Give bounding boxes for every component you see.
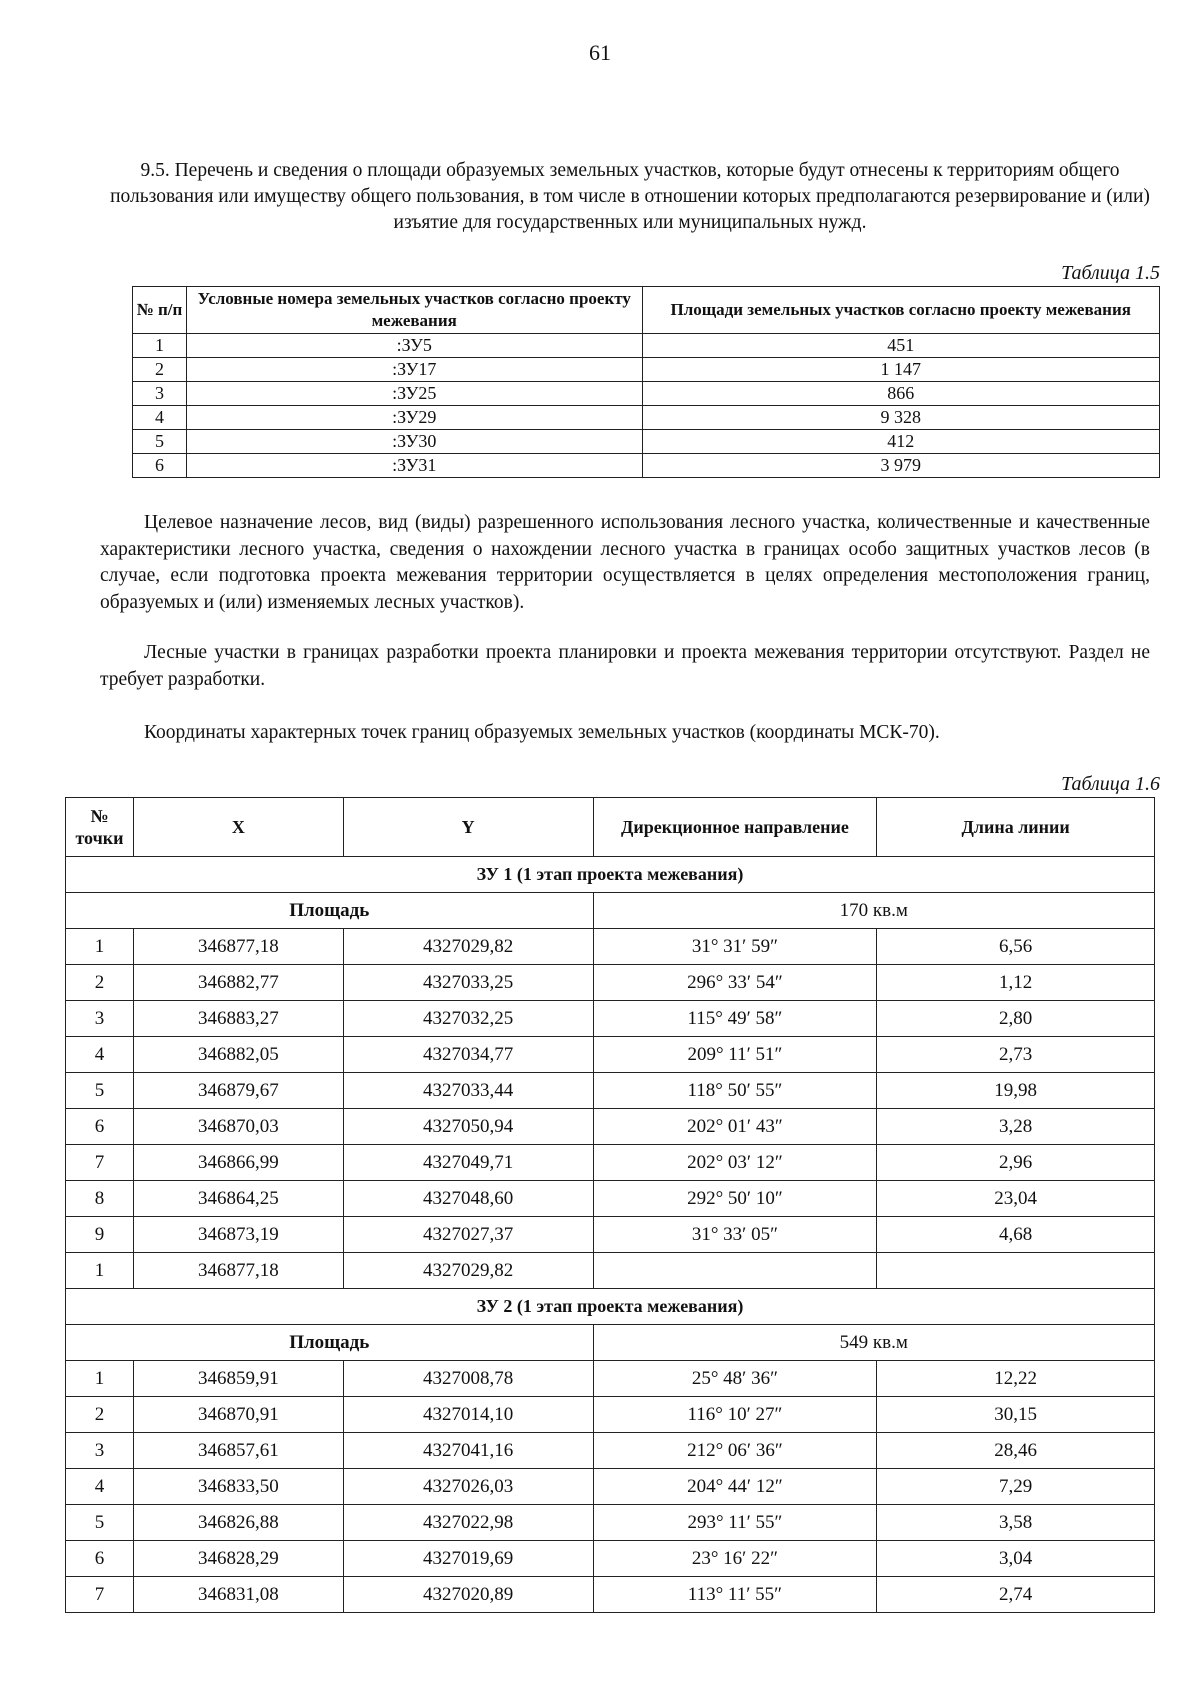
table-cell: 4 <box>133 406 187 430</box>
table-row <box>66 929 1155 965</box>
area-row <box>66 893 1155 929</box>
table-cell: 204° 44′ 12″ <box>593 1469 877 1505</box>
table-cell: 4327033,44 <box>343 1073 593 1109</box>
table-cell: :ЗУ17 <box>186 358 642 382</box>
table-cell: 1 <box>66 929 134 965</box>
table-cell: 3 <box>66 1001 134 1037</box>
section-title-row <box>66 857 1155 893</box>
table-cell: 31° 33′ 05″ <box>593 1217 877 1253</box>
table-cell: 4327029,82 <box>343 1253 593 1289</box>
table-cell: 6 <box>66 1541 134 1577</box>
table-row <box>66 1145 1155 1181</box>
table-cell: 346826,88 <box>133 1505 343 1541</box>
table-cell: 8 <box>66 1181 134 1217</box>
table-cell: 4327048,60 <box>343 1181 593 1217</box>
table-1-5-caption: Таблица 1.5 <box>1061 262 1160 284</box>
table-cell: 1,12 <box>877 965 1155 1001</box>
table-cell: 346879,67 <box>133 1073 343 1109</box>
table-cell: 412 <box>642 430 1160 454</box>
table-cell: 346877,18 <box>133 1253 343 1289</box>
table-cell: 1 <box>66 1253 134 1289</box>
table-cell: 1 <box>66 1361 134 1397</box>
table-1-5 <box>132 286 1160 478</box>
table-cell: 346866,99 <box>133 1145 343 1181</box>
table-cell: 346883,27 <box>133 1001 343 1037</box>
area-row <box>66 1325 1155 1361</box>
table-row <box>66 1577 1155 1613</box>
table-cell: 5 <box>66 1073 134 1109</box>
table-cell: 2 <box>133 358 187 382</box>
table-cell: 2,80 <box>877 1001 1155 1037</box>
area-value: 170 кв.м <box>593 893 1154 929</box>
table-cell: 346864,25 <box>133 1181 343 1217</box>
table-cell: 212° 06′ 36″ <box>593 1433 877 1469</box>
table-cell: 3,04 <box>877 1541 1155 1577</box>
table-cell: 4327022,98 <box>343 1505 593 1541</box>
table-cell: 6,56 <box>877 929 1155 965</box>
table-cell: 209° 11′ 51″ <box>593 1037 877 1073</box>
table-cell: 4 <box>66 1037 134 1073</box>
table-cell: 346882,05 <box>133 1037 343 1073</box>
table-cell: 4327034,77 <box>343 1037 593 1073</box>
table-cell: 5 <box>66 1505 134 1541</box>
table-cell: 3 <box>133 382 187 406</box>
column-header-y: Y <box>343 798 593 857</box>
table-row <box>66 1541 1155 1577</box>
table-cell: 3,28 <box>877 1109 1155 1145</box>
table-cell: :ЗУ25 <box>186 382 642 406</box>
table-cell: 346859,91 <box>133 1361 343 1397</box>
table-row <box>66 1073 1155 1109</box>
table-row <box>66 1253 1155 1289</box>
table-cell: 2 <box>66 965 134 1001</box>
table-cell: 202° 01′ 43″ <box>593 1109 877 1145</box>
table-cell: 2,96 <box>877 1145 1155 1181</box>
column-header-length: Длина линии <box>877 798 1155 857</box>
table-cell: 4327033,25 <box>343 965 593 1001</box>
table-cell: :ЗУ30 <box>186 430 642 454</box>
table-row <box>66 1001 1155 1037</box>
table-cell: 12,22 <box>877 1361 1155 1397</box>
table-cell: 7,29 <box>877 1469 1155 1505</box>
area-label: Площадь <box>66 893 594 929</box>
table-1-6 <box>65 797 1155 1613</box>
table-cell: 4327020,89 <box>343 1577 593 1613</box>
table-cell: 346882,77 <box>133 965 343 1001</box>
table-cell: 1 <box>133 334 187 358</box>
column-header-x: X <box>133 798 343 857</box>
table-row <box>66 1433 1155 1469</box>
table-row <box>66 1361 1155 1397</box>
table-1-6-body <box>66 857 1155 1613</box>
table-cell: 4327029,82 <box>343 929 593 965</box>
table-cell: 866 <box>642 382 1160 406</box>
table-cell: 23,04 <box>877 1181 1155 1217</box>
paragraph-coordinates: Координаты характерных точек границ образуемых земельных участков (координаты МСК-70). <box>144 722 940 743</box>
table-cell: :ЗУ5 <box>186 334 642 358</box>
table-cell: 2,73 <box>877 1037 1155 1073</box>
table-row <box>133 430 1160 454</box>
table-cell: 28,46 <box>877 1433 1155 1469</box>
table-cell: 4,68 <box>877 1217 1155 1253</box>
table-row <box>66 1397 1155 1433</box>
table-cell: 202° 03′ 12″ <box>593 1145 877 1181</box>
table-cell: 4 <box>66 1469 134 1505</box>
table-cell: 4327050,94 <box>343 1109 593 1145</box>
table-cell: 346833,50 <box>133 1469 343 1505</box>
table-cell <box>593 1253 877 1289</box>
table-cell: 5 <box>133 430 187 454</box>
table-row <box>66 1505 1155 1541</box>
column-header-point: № точки <box>66 798 134 857</box>
table-cell: 4327008,78 <box>343 1361 593 1397</box>
table-cell: 2,74 <box>877 1577 1155 1613</box>
table-cell: 4327041,16 <box>343 1433 593 1469</box>
table-cell: 9 <box>66 1217 134 1253</box>
table-cell: 346828,29 <box>133 1541 343 1577</box>
table-cell: 115° 49′ 58″ <box>593 1001 877 1037</box>
table-cell: 25° 48′ 36″ <box>593 1361 877 1397</box>
table-row <box>66 1181 1155 1217</box>
table-cell: 346870,03 <box>133 1109 343 1145</box>
table-row <box>66 1109 1155 1145</box>
table-row <box>66 1469 1155 1505</box>
table-row <box>133 382 1160 406</box>
table-cell: :ЗУ29 <box>186 406 642 430</box>
table-cell: 6 <box>66 1109 134 1145</box>
table-cell: 346873,19 <box>133 1217 343 1253</box>
table-row <box>66 1037 1155 1073</box>
column-header-number: № п/п <box>133 287 187 334</box>
column-header-bearing: Дирекционное направление <box>593 798 877 857</box>
table-cell: 19,98 <box>877 1073 1155 1109</box>
table-row <box>66 965 1155 1001</box>
table-row <box>133 358 1160 382</box>
table-cell <box>877 1253 1155 1289</box>
table-row <box>133 454 1160 478</box>
area-label: Площадь <box>66 1325 594 1361</box>
page-number: 61 <box>589 40 611 65</box>
table-1-5-body <box>133 334 1160 478</box>
table-cell: 4327014,10 <box>343 1397 593 1433</box>
table-cell: 4327027,37 <box>343 1217 593 1253</box>
table-cell: 296° 33′ 54″ <box>593 965 877 1001</box>
table-cell: 346857,61 <box>133 1433 343 1469</box>
table-cell: 4327032,25 <box>343 1001 593 1037</box>
paragraph-forest-purpose: Целевое назначение лесов, вид (виды) разрешенного использования лесного участка, количественные и качественные характеристики лесного участка, сведения о нахождении лесного участка в границах особо защитных участков лесов (в случае, если подготовка проекта межевания территории осуществляется в целях определения местоположения границ, образуемых и (или) изменяемых лесных участков). <box>100 512 1150 613</box>
table-cell: 346870,91 <box>133 1397 343 1433</box>
section-title: ЗУ 1 (1 этап проекта межевания) <box>66 857 1155 893</box>
table-cell: :ЗУ31 <box>186 454 642 478</box>
table-cell: 292° 50′ 10″ <box>593 1181 877 1217</box>
section-heading: 9.5. Перечень и сведения о площади образуемых земельных участков, которые будут отнесены к территориям общего пользования или имуществу общего пользования, в том числе в отношении которых предполагаются резервирование и (или) изъятие для государственных или муниципальных нужд. <box>110 160 1150 233</box>
area-value: 549 кв.м <box>593 1325 1154 1361</box>
column-header-area: Площади земельных участков согласно проекту межевания <box>642 287 1160 334</box>
table-cell: 7 <box>66 1577 134 1613</box>
table-cell: 4327019,69 <box>343 1541 593 1577</box>
table-cell: 7 <box>66 1145 134 1181</box>
table-row <box>133 406 1160 430</box>
table-row <box>133 334 1160 358</box>
table-cell: 1 147 <box>642 358 1160 382</box>
table-cell: 293° 11′ 55″ <box>593 1505 877 1541</box>
table-cell: 30,15 <box>877 1397 1155 1433</box>
section-title: ЗУ 2 (1 этап проекта межевания) <box>66 1289 1155 1325</box>
table-1-6-caption: Таблица 1.6 <box>1061 773 1160 795</box>
table-cell: 346877,18 <box>133 929 343 965</box>
table-cell: 23° 16′ 22″ <box>593 1541 877 1577</box>
table-cell: 113° 11′ 55″ <box>593 1577 877 1613</box>
table-cell: 31° 31′ 59″ <box>593 929 877 965</box>
table-cell: 451 <box>642 334 1160 358</box>
column-header-parcel-id: Условные номера земельных участков согласно проекту межевания <box>186 287 642 334</box>
table-cell: 3 979 <box>642 454 1160 478</box>
table-cell: 3,58 <box>877 1505 1155 1541</box>
table-row <box>66 1217 1155 1253</box>
paragraph-no-forest: Лесные участки в границах разработки проекта планировки и проекта межевания территории отсутствуют. Раздел не требует разработки. <box>100 642 1150 690</box>
table-cell: 2 <box>66 1397 134 1433</box>
table-cell: 6 <box>133 454 187 478</box>
table-cell: 4327026,03 <box>343 1469 593 1505</box>
table-cell: 9 328 <box>642 406 1160 430</box>
section-title-row <box>66 1289 1155 1325</box>
table-cell: 3 <box>66 1433 134 1469</box>
table-cell: 116° 10′ 27″ <box>593 1397 877 1433</box>
table-cell: 118° 50′ 55″ <box>593 1073 877 1109</box>
table-cell: 346831,08 <box>133 1577 343 1613</box>
table-cell: 4327049,71 <box>343 1145 593 1181</box>
